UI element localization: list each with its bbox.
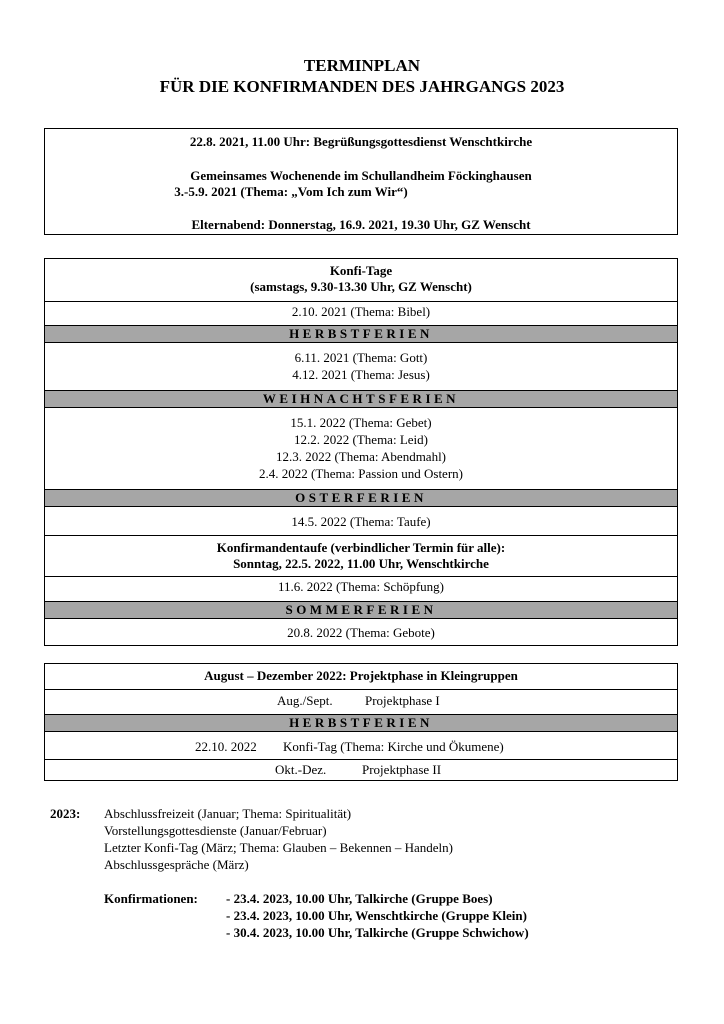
date-item: 12.3. 2022 (Thema: Abendmahl) [275, 449, 447, 464]
baptism-heading: Konfirmandentaufe (verbindlicher Termin für alle): [216, 540, 506, 555]
project-row-text: Konfi-Tag (Thema: Kirche und Ökumene) [283, 739, 504, 754]
holiday-band-ostern: OSTERFERIEN [45, 489, 677, 507]
holiday-band-herbst: HERBSTFERIEN [45, 325, 677, 343]
confirmation-item: - 23.4. 2023, 10.00 Uhr, Wenschtkirche (Gruppe Klein) [226, 908, 527, 923]
confirmation-item: - 30.4. 2023, 10.00 Uhr, Talkirche (Gruppe Schwichow) [226, 925, 529, 940]
date-item: 2.10. 2021 (Thema: Bibel) [291, 304, 431, 319]
project-row-text: Projektphase II [362, 762, 442, 777]
divider [45, 535, 677, 536]
year-item: Abschlussfreizeit (Januar; Thema: Spiritualität) [104, 806, 352, 821]
date-item: 4.12. 2021 (Thema: Jesus) [292, 367, 430, 382]
divider [45, 576, 677, 577]
year-item: Vorstellungsgottesdienste (Januar/Februar) [104, 823, 327, 838]
title-line-2: FÜR DIE KONFIRMANDEN DES JAHRGANGS 2023 [159, 77, 565, 96]
konfi-days-subheading: (samstags, 9.30-13.30 Uhr, GZ Wenscht) [250, 279, 472, 294]
divider [45, 759, 677, 760]
project-row-text: Projektphase I [365, 693, 440, 708]
weekend-date: 3.-5.9. 2021 (Thema: „Vom Ich zum Wir“) [174, 184, 408, 199]
intro-box [44, 128, 678, 235]
date-item: 2.4. 2022 (Thema: Passion und Ostern) [258, 466, 463, 481]
date-item: 11.6. 2022 (Thema: Schöpfung) [278, 579, 444, 594]
konfi-days-box [44, 258, 678, 646]
year-item: Abschlussgespräche (März) [104, 857, 249, 872]
date-item: 15.1. 2022 (Thema: Gebet) [290, 415, 432, 430]
holiday-band-herbst-2: HERBSTFERIEN [45, 714, 677, 732]
date-item: 6.11. 2021 (Thema: Gott) [294, 350, 428, 365]
project-phase-box [44, 663, 678, 781]
welcome-service: 22.8. 2021, 11.00 Uhr: Begrüßungsgottesdienst Wenschtkirche [189, 134, 533, 149]
date-item: 20.8. 2022 (Thema: Gebote) [287, 625, 435, 640]
date-item: 12.2. 2022 (Thema: Leid) [294, 432, 428, 447]
project-row-date: Aug./Sept. [277, 693, 333, 708]
title-line-1: TERMINPLAN [303, 56, 421, 75]
year-item: Letzter Konfi-Tag (März; Thema: Glauben – Bekennen – Handeln) [104, 840, 453, 855]
divider [45, 301, 677, 302]
konfi-days-heading: Konfi-Tage [329, 263, 393, 278]
holiday-band-sommer: SOMMERFERIEN [45, 601, 677, 619]
parents-evening: Elternabend: Donnerstag, 16.9. 2021, 19.30 Uhr, GZ Wenscht [191, 217, 531, 232]
project-row-date: 22.10. 2022 [195, 739, 257, 754]
date-item: 14.5. 2022 (Thema: Taufe) [291, 514, 431, 529]
confirmation-item: - 23.4. 2023, 10.00 Uhr, Talkirche (Gruppe Boes) [226, 891, 493, 906]
year-2023-label: 2023: [50, 806, 81, 821]
confirmations-label: Konfirmationen: [104, 891, 198, 906]
divider [45, 689, 677, 690]
project-row-date: Okt.-Dez. [275, 762, 327, 777]
baptism-date: Sonntag, 22.5. 2022, 11.00 Uhr, Wenschtkirche [233, 556, 489, 571]
weekend-title: Gemeinsames Wochenende im Schullandheim Föckinghausen [190, 168, 532, 183]
holiday-band-weihnacht: WEIHNACHTSFERIEN [45, 390, 677, 408]
project-phase-heading: August – Dezember 2022: Projektphase in Kleingruppen [204, 668, 518, 683]
